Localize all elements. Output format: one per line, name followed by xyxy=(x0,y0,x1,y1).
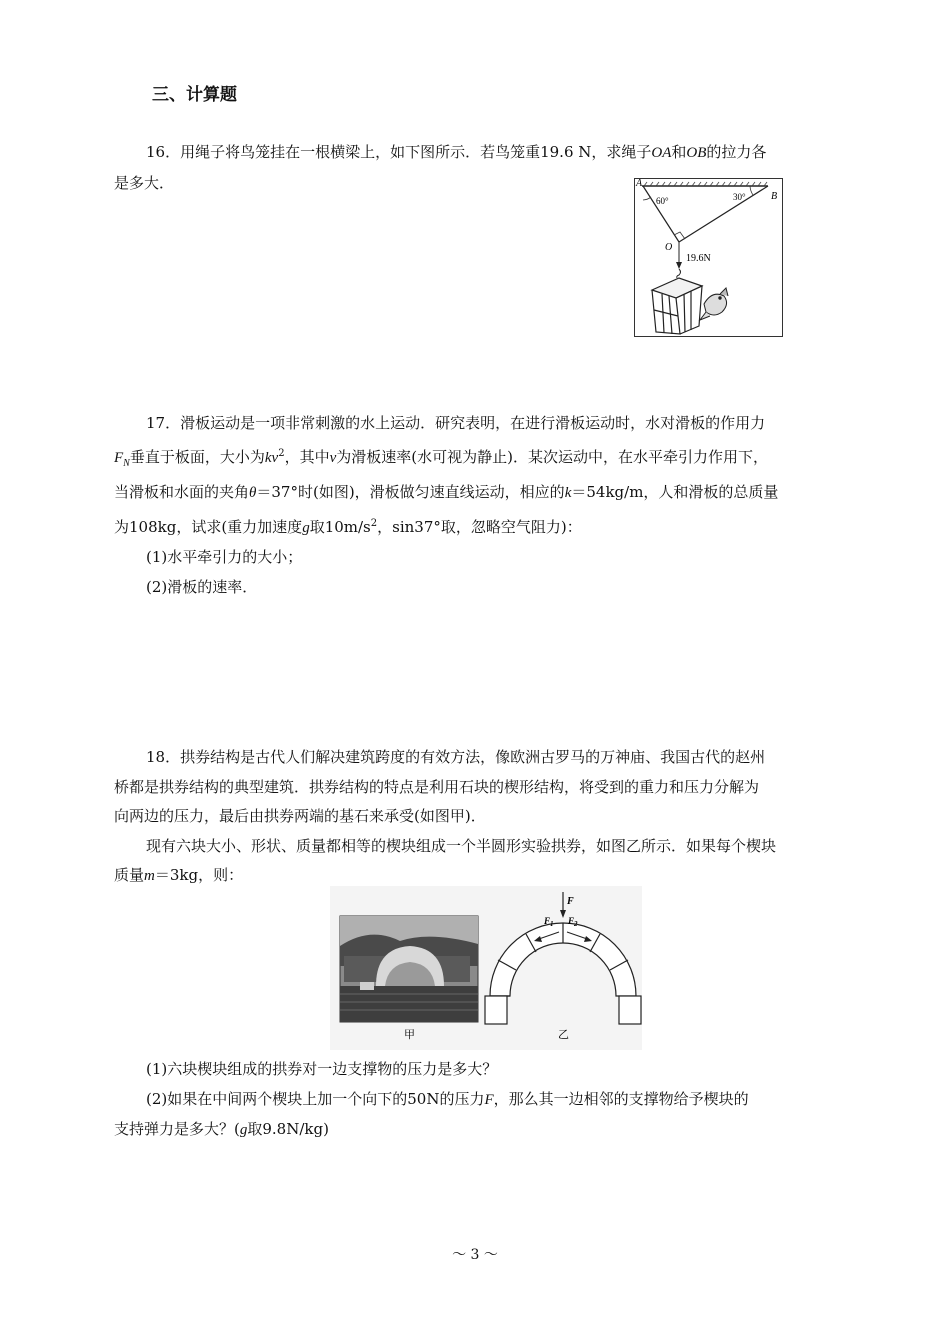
label-b: B xyxy=(771,191,778,202)
question-18-subs xyxy=(114,1055,826,1146)
label-o: O xyxy=(665,242,673,253)
label-yi: 乙 xyxy=(558,1028,569,1041)
q18-sub-1: (1)六块楔块组成的拱券对一边支撑物的压力是多大？ xyxy=(146,1060,498,1078)
force-label: 19.6N xyxy=(686,253,711,264)
label-jia: 甲 xyxy=(404,1028,415,1041)
q16-line-1: 16．用绳子将鸟笼挂在一根横梁上，如下图所示．若鸟笼重19.6 N，求绳子OA和OB的拉力各 xyxy=(146,143,767,161)
q17-line-1: 17．滑板运动是一项非常刺激的水上运动．研究表明，在进行滑板运动时，水对滑板的作用力 xyxy=(146,414,766,432)
label-f2: $F_2$ xyxy=(568,916,578,928)
q18-sub-2: (2)如果在中间两个楔块上加一个向下的50N的压力F，那么其一边相邻的支撑物给予楔块的 xyxy=(146,1089,749,1108)
q18-line-3: 向两边的压力，最后由拱券两端的基石来承受(如图甲)． xyxy=(114,807,486,825)
q18-line-1: 18．拱券结构是古代人们解决建筑跨度的有效方法，像欧洲古罗马的万神庙、我国古代的赵州 xyxy=(146,748,766,766)
q17-sub-1: (1)水平牵引力的大小； xyxy=(146,548,303,566)
label-f1: $F_1$ xyxy=(544,916,554,928)
q18-sub-2-cont: 支持弹力是多大？(g取9.8N/kg) xyxy=(114,1120,329,1138)
page-number: ～ 3 ～ xyxy=(452,1247,498,1263)
label-f: F xyxy=(567,896,574,907)
q17-line-4: 为108kg，试求(重力加速度g取$10m/s^2$，sin37°取，忽略空气阻力)： xyxy=(114,517,582,536)
arch-bridge-photo xyxy=(340,916,478,1022)
q18-line-2: 桥都是拱券结构的典型建筑．拱券结构的特点是利用石块的楔形结构，将受到的重力和压力分解为 xyxy=(114,777,760,796)
angle-30: 30° xyxy=(733,192,746,202)
question-18 xyxy=(114,743,826,892)
label-a: A xyxy=(636,178,643,189)
angle-60: 60° xyxy=(656,196,669,206)
q17-line-2: $F_N$垂直于板面，大小为$kv^2$，其中v为滑板速率(水可视为静止)．某次运动中，在水平牵引力作用下， xyxy=(114,447,768,469)
birdcage-figure xyxy=(634,178,784,338)
q16-line-2: 是多大． xyxy=(114,173,175,192)
q18-line-5: 质量m＝3kg，则： xyxy=(114,866,244,884)
arch-figure xyxy=(330,886,642,1050)
q17-line-3: 当滑板和水面的夹角θ＝37°时(如图)，滑板做匀速直线运动，相应的k＝54kg/m，人和滑板的总质量 xyxy=(114,483,779,501)
section-title: 三、计算题 xyxy=(152,85,237,105)
q18-line-4: 现有六块大小、形状、质量都相等的楔块组成一个半圆形实验拱券，如图乙所示．如果每个楔块 xyxy=(146,836,777,855)
q17-sub-2: (2)滑板的速率． xyxy=(146,577,258,596)
question-17 xyxy=(114,409,826,602)
